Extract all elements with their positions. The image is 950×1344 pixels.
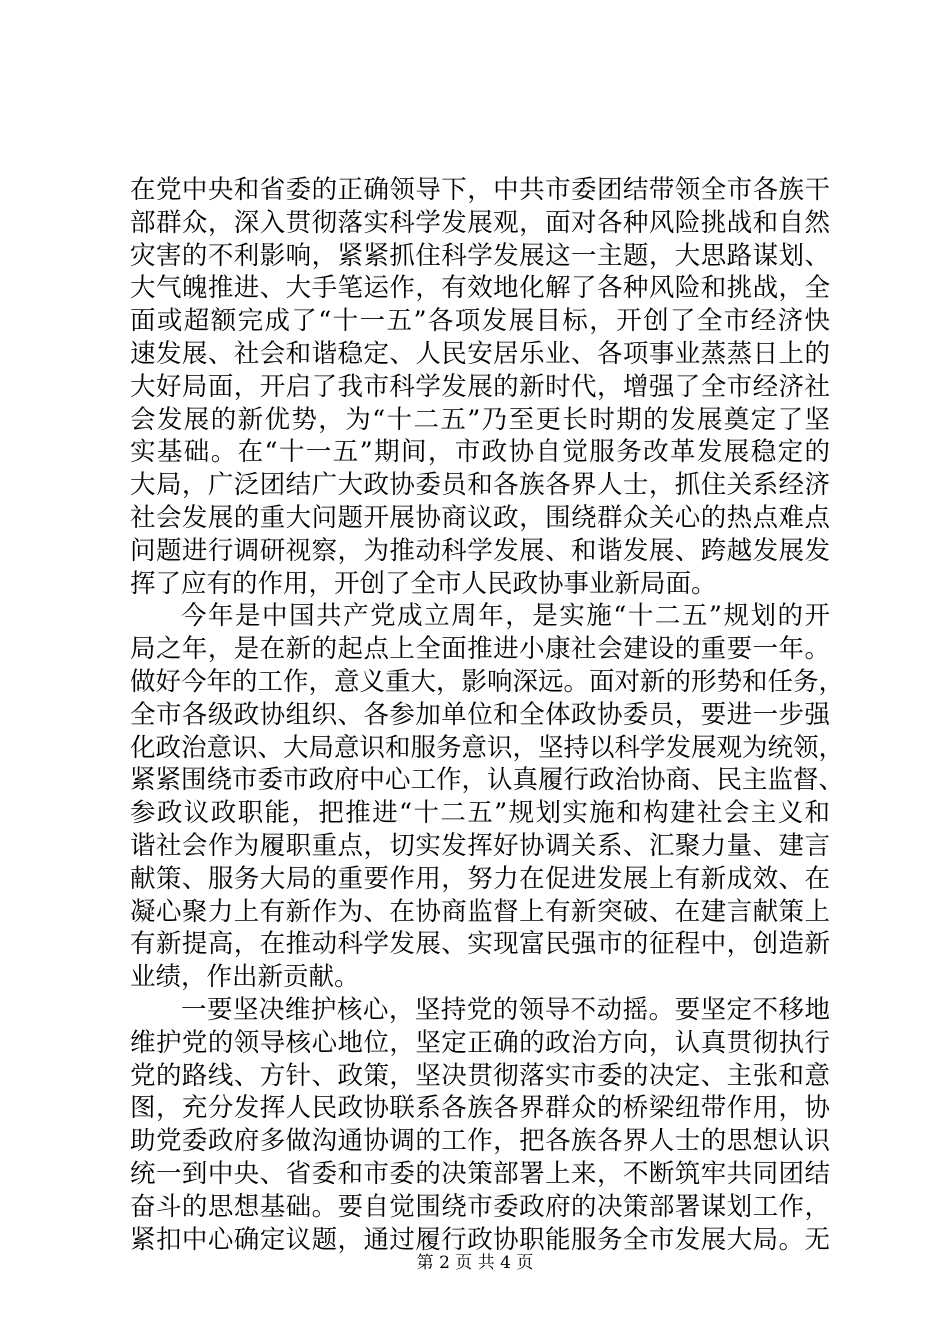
text-line: 大好局面，开启了我市科学发展的新时代，增强了全市经济社 — [130, 371, 830, 402]
text-line: 有新提高，在推动科学发展、实现富民强市的征程中，创造新 — [130, 929, 830, 960]
text-line: 局之年，是在新的起点上全面推进小康社会建设的重要一年。 — [130, 634, 830, 665]
body-text — [130, 174, 845, 1256]
text-line: 统一到中央、省委和市委的决策部署上来，不断筑牢共同团结 — [130, 1158, 830, 1189]
text-line: 党的路线、方针、政策，坚决贯彻落实市委的决定、主张和意 — [130, 1060, 830, 1091]
text-line: 紧紧围绕市委市政府中心工作，认真履行政治协商、民主监督、 — [130, 765, 845, 796]
text-line: 化政治意识、大局意识和服务意识，坚持以科学发展观为统领， — [130, 732, 845, 763]
paragraph-start-line: 一要坚决维护核心，坚持党的领导不动摇。要坚定不移地 — [181, 994, 830, 1025]
text-line: 奋斗的思想基础。要自觉围绕市委政府的决策部署谋划工作， — [130, 1191, 830, 1222]
text-line: 参政议政职能，把推进“十二五”规划实施和构建社会主义和 — [130, 798, 830, 829]
text-line: 大气魄推进、大手笔运作，有效地化解了各种风险和挑战，全 — [130, 273, 830, 304]
text-line: 社会发展的重大问题开展协商议政，围绕群众关心的热点难点 — [130, 502, 830, 533]
text-line: 实基础。在“十一五”期间，市政协自觉服务改革发展稳定的 — [130, 437, 830, 468]
text-line: 做好今年的工作，意义重大，影响深远。面对新的形势和任务， — [130, 666, 845, 697]
text-line: 灾害的不利影响，紧紧抓住科学发展这一主题，大思路谋划、 — [130, 240, 830, 271]
text-line: 维护党的领导核心地位，坚定正确的政治方向，认真贯彻执行 — [130, 1027, 830, 1058]
text-line: 图，充分发挥人民政协联系各族各界群众的桥梁纽带作用，协 — [130, 1093, 830, 1124]
text-line: 面或超额完成了“十一五”各项发展目标，开创了全市经济快 — [130, 306, 830, 337]
text-line: 大局，广泛团结广大政协委员和各族各界人士，抓住关系经济 — [130, 470, 830, 501]
text-line: 助党委政府多做沟通协调的工作，把各族各界人士的思想认识 — [130, 1126, 830, 1157]
text-line: 业绩，作出新贡献。 — [130, 962, 360, 993]
text-line: 挥了应有的作用，开创了全市人民政协事业新局面。 — [130, 568, 717, 599]
text-line: 献策、服务大局的重要作用，努力在促进发展上有新成效、在 — [130, 863, 830, 894]
text-line: 在党中央和省委的正确领导下，中共市委团结带领全市各族干 — [130, 175, 830, 205]
text-line: 问题进行调研视察，为推动科学发展、和谐发展、跨越发展发 — [130, 535, 830, 566]
text-line: 速发展、社会和谐稳定、人民安居乐业、各项事业蒸蒸日上的 — [130, 338, 830, 369]
text-line: 全市各级政协组织、各参加单位和全体政协委员，要进一步强 — [130, 699, 830, 730]
text-line: 紧扣中心确定议题，通过履行政协职能服务全市发展大局。无 — [130, 1224, 830, 1255]
text-line: 谐社会作为履职重点，切实发挥好协调关系、汇聚力量、建言 — [130, 830, 830, 861]
page-number-footer: 第 2 页 共 4 页 — [416, 1253, 534, 1273]
text-line: 凝心聚力上有新作为、在协商监督上有新突破、在建言献策上 — [130, 896, 830, 927]
paragraph-start-line: 今年是中国共产党成立周年，是实施“十二五”规划的开 — [181, 601, 830, 632]
text-line: 会发展的新优势，为“十二五”乃至更长时期的发展奠定了坚 — [130, 404, 830, 435]
text-line: 部群众，深入贯彻落实科学发展观，面对各种风险挑战和自然 — [130, 207, 830, 238]
